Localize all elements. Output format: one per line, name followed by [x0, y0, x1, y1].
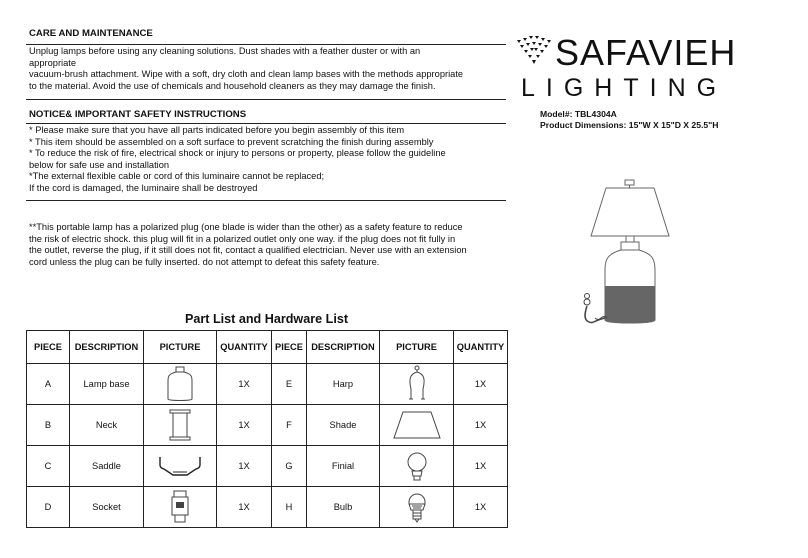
header-picture: PICTURE	[380, 331, 454, 364]
brand-subtitle: LIGHTING	[521, 74, 728, 102]
quantity-cell: 1X	[454, 405, 508, 446]
plug-line: **This portable lamp has a polarized plug (one blade is wider than the other) as a safety feature to reduce	[29, 222, 463, 232]
piece-cell: C	[27, 446, 70, 487]
divider	[26, 99, 506, 100]
picture-cell	[144, 405, 217, 446]
piece-cell: E	[272, 364, 307, 405]
safety-line: * To reduce the risk of fire, electrical shock or injury to persons or property, please follow the guideline	[29, 148, 446, 159]
description-cell: Saddle	[70, 446, 144, 487]
header-description: DESCRIPTION	[70, 331, 144, 364]
header-quantity: QUANTITY	[217, 331, 272, 364]
safety-line: If the cord is damaged, the luminaire shall be destroyed	[29, 182, 258, 193]
picture-cell	[144, 446, 217, 487]
picture-cell	[144, 364, 217, 405]
quantity-cell: 1X	[454, 364, 508, 405]
quantity-cell: 1X	[217, 487, 272, 528]
safety-line: * Please make sure that you have all parts indicated before you begin assembly of this item	[29, 125, 405, 135]
table-row	[27, 364, 508, 405]
product-dimensions: Product Dimensions: 15"W X 15"D X 25.5"H	[540, 120, 719, 130]
saddle-icon	[157, 453, 203, 479]
lamp-base-icon	[166, 365, 194, 403]
quantity-cell: 1X	[217, 446, 272, 487]
plug-line: the risk of electric shock. this plug will fit in a polarized outlet only one way. if the plug does not fit fully in	[29, 233, 456, 244]
piece-cell: B	[27, 405, 70, 446]
table-header-row	[27, 331, 508, 364]
safety-title: NOTICE& IMPORTANT SAFETY INSTRUCTIONS	[29, 109, 247, 120]
header-picture: PICTURE	[144, 331, 217, 364]
care-line: vacuum-brush attachment. Wipe with a soft, dry cloth and clean lamp bases with the methods appropriate	[29, 69, 464, 80]
brand-name: SAFAVIEH	[555, 32, 737, 73]
care-text	[29, 46, 507, 92]
care-line: Unplug lamps before using any cleaning solutions. Dust shades with a feather duster or with an	[29, 46, 421, 56]
plug-notice	[29, 222, 507, 268]
picture-cell	[380, 446, 454, 487]
care-title: CARE AND MAINTENANCE	[29, 28, 153, 39]
picture-cell	[380, 364, 454, 405]
lamp-illustration-icon	[575, 178, 685, 328]
description-cell: Lamp base	[70, 364, 144, 405]
picture-cell	[380, 405, 454, 446]
quantity-cell: 1X	[217, 364, 272, 405]
parts-table-title: Part List and Hardware List	[184, 312, 349, 326]
care-line: to the material. Avoid the use of chemicals and household cleaners as they may damage the finish.	[29, 80, 436, 91]
safety-line: *The external flexible cable or cord of this luminaire cannot be replaced;	[29, 171, 325, 182]
table-row	[27, 405, 508, 446]
safety-line: * This item should be assembled on a soft surface to prevent scratching the finish during assembly	[29, 136, 434, 147]
divider	[26, 123, 506, 124]
description-cell: Bulb	[307, 487, 380, 528]
piece-cell: H	[272, 487, 307, 528]
care-line: appropriate	[29, 57, 77, 68]
description-cell: Neck	[70, 405, 144, 446]
piece-cell: G	[272, 446, 307, 487]
harp-icon	[405, 365, 429, 403]
table-row	[27, 446, 508, 487]
picture-cell	[144, 487, 217, 528]
shade-icon	[391, 409, 443, 441]
description-cell: Finial	[307, 446, 380, 487]
safety-line: below for safe use and installation	[29, 159, 170, 170]
table-row	[27, 487, 508, 528]
socket-icon	[169, 489, 191, 525]
description-cell: Shade	[307, 405, 380, 446]
divider	[26, 44, 506, 45]
header-piece: PIECE	[272, 331, 307, 364]
piece-cell: A	[27, 364, 70, 405]
quantity-cell: 1X	[454, 487, 508, 528]
quantity-cell: 1X	[454, 446, 508, 487]
plug-line: cord unless the plug can be fully inserted. do not attempt to defeat this safety feature.	[29, 256, 380, 267]
description-cell: Harp	[307, 364, 380, 405]
neck-icon	[168, 408, 192, 442]
plug-line: the outlet, reverse the plug, if it still does not fit, contact a qualified electrician. Never use with an extension	[29, 245, 467, 256]
quantity-cell: 1X	[217, 405, 272, 446]
divider	[26, 200, 506, 201]
finial-icon	[404, 450, 430, 482]
safety-text	[29, 125, 507, 195]
description-cell: Socket	[70, 487, 144, 528]
header-piece: PIECE	[27, 331, 70, 364]
header-description: DESCRIPTION	[307, 331, 380, 364]
piece-cell: D	[27, 487, 70, 528]
picture-cell	[380, 487, 454, 528]
parts-table	[26, 330, 508, 528]
piece-cell: F	[272, 405, 307, 446]
bulb-icon	[404, 490, 430, 524]
model-number: Model#: TBL4304A	[540, 109, 617, 119]
header-quantity: QUANTITY	[454, 331, 508, 364]
logo-mark-icon	[515, 36, 553, 66]
